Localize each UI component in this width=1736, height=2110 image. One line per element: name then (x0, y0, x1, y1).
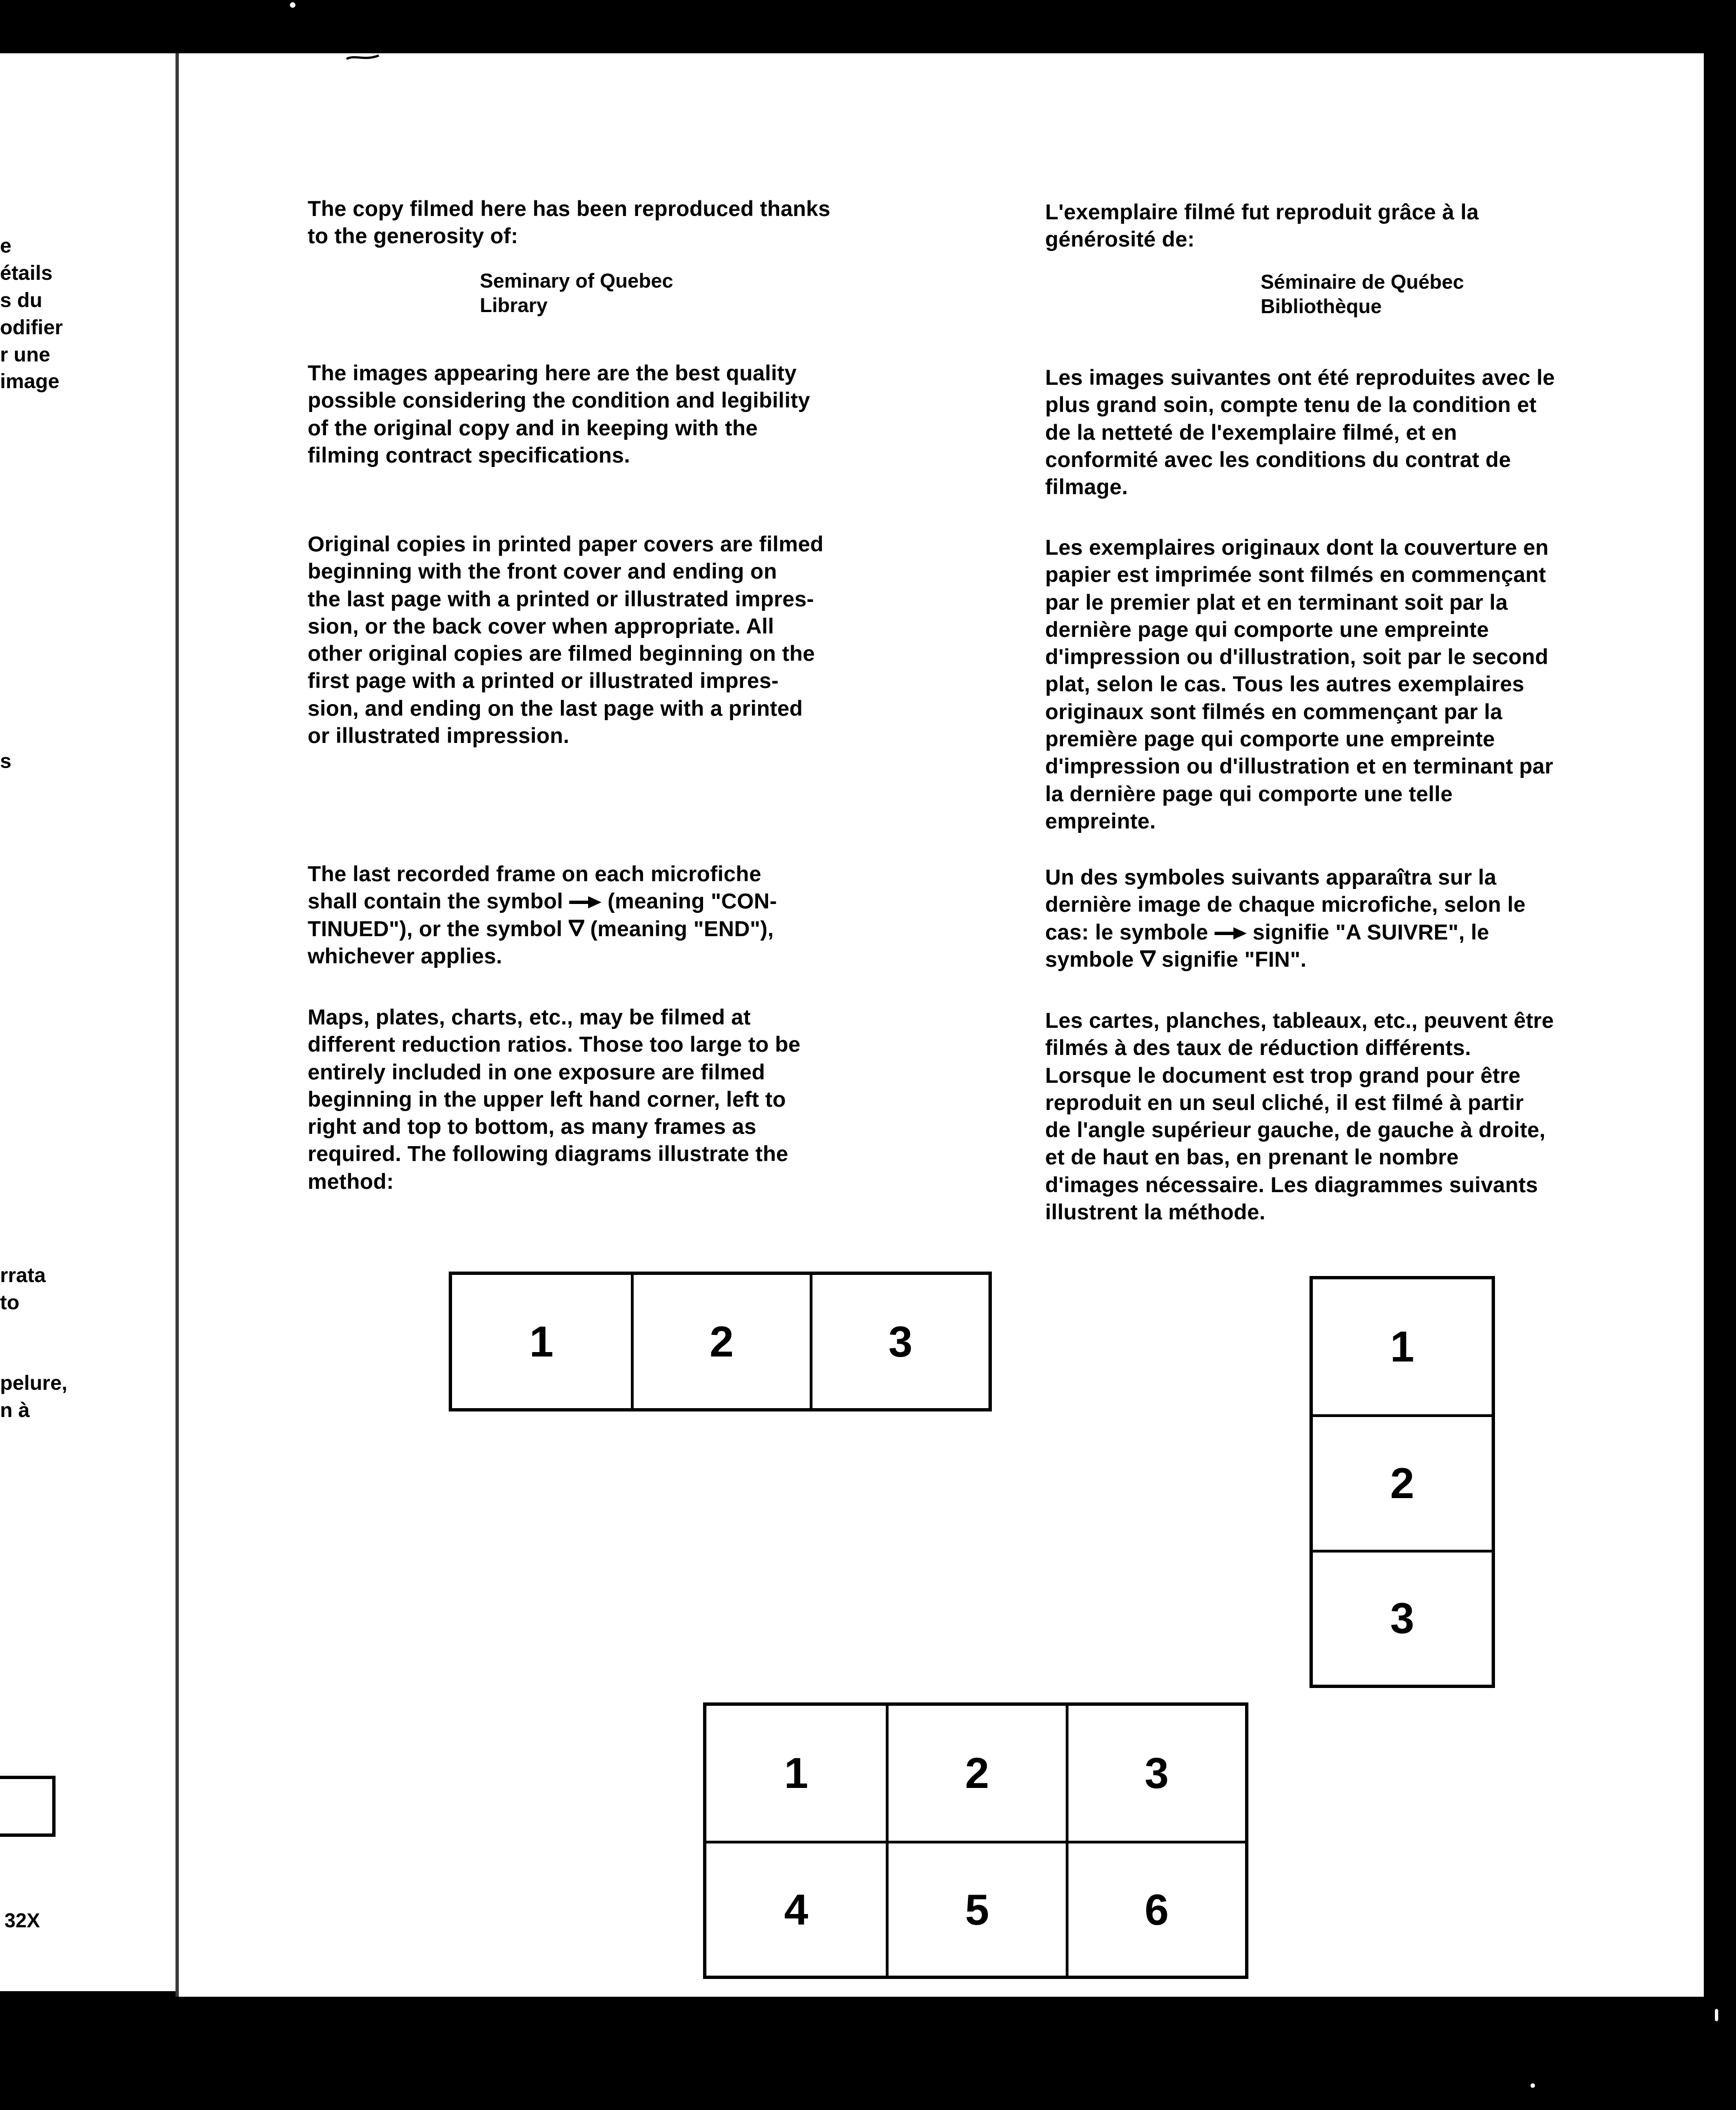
text-segment: shall contain the symbol (308, 890, 569, 914)
left-fragment-text: pelure, (0, 1371, 68, 1394)
text-line: plus grand soin, compte tenu de la condition et (1045, 393, 1537, 418)
text-segment: cas: le symbole (1045, 920, 1215, 945)
text-segment: signifie "A SUIVRE", le (1246, 920, 1489, 945)
left-fragment-text: r une (0, 343, 51, 366)
frame-number: 4 (706, 1841, 886, 1976)
text-line: d'images nécessaire. Les diagrammes suivants (1045, 1173, 1538, 1197)
english-library-name (480, 269, 673, 318)
left-fragment-text: image (0, 370, 59, 393)
text-line: dernière image de chaque microfiche, selon le (1045, 893, 1526, 917)
diagram-six-frames-grid (703, 1702, 1248, 1979)
scan-speck (1531, 2083, 1535, 2088)
text-line: reproduit en un seul cliché, il est filmé à partir (1045, 1091, 1524, 1115)
french-library-name (1261, 270, 1464, 319)
text-line: The last recorded frame on each microfiche (308, 862, 761, 886)
text-line: The images appearing here are the best quality (308, 361, 797, 385)
left-fragment-text: rrata (0, 1264, 46, 1287)
text-segment: symbole (1045, 947, 1140, 972)
text-line: of the original copy and in keeping with the (308, 416, 758, 440)
text-line: papier est imprimée sont filmés en commençant (1045, 563, 1546, 587)
english-maps-paragraph (308, 1004, 935, 1195)
text-line: dernière page qui comporte une empreinte (1045, 617, 1489, 642)
scan-speck (1715, 2009, 1718, 2021)
scan-speck (290, 2, 295, 8)
text-line: whichever applies. (308, 944, 503, 968)
frame-number: 2 (886, 1706, 1065, 1841)
frame-number: 1 (1390, 1322, 1414, 1371)
frame-number: 2 (1313, 1414, 1492, 1549)
text-line: Maps, plates, charts, etc., may be filmed at (308, 1006, 751, 1029)
frame-number: 3 (1066, 1706, 1245, 1841)
text-line: filming contract specifications. (308, 443, 630, 468)
text-line: la dernière page qui comporte une telle (1045, 782, 1453, 806)
frame-number: 5 (886, 1841, 1065, 1976)
text-line: de l'angle supérieur gauche, de gauche à droite, (1045, 1118, 1546, 1143)
arrow-right-icon (1215, 927, 1247, 940)
text-line: beginning with the front cover and ending on (308, 560, 777, 584)
text-line: originaux sont filmés en commençant par la (1045, 700, 1503, 724)
frame-number: 1 (784, 1749, 809, 1797)
left-fragment-text: n à (0, 1399, 30, 1421)
left-fragment-text: étails (0, 262, 53, 284)
left-fragment-text: s (0, 750, 12, 772)
triangle-down-icon (1140, 950, 1156, 967)
text-line: sion, or the back cover when appropriate. All (308, 614, 774, 639)
frame-number: 6 (1066, 1841, 1245, 1976)
arrow-right-icon (569, 896, 601, 908)
text-segment: (meaning "CON- (601, 890, 777, 914)
text-line: de la netteté de l'exemplaire filmé, et en (1045, 420, 1457, 445)
english-covers-paragraph (308, 531, 935, 750)
text-line: Un des symboles suivants apparaîtra sur la (1045, 866, 1497, 890)
reduction-ratio-label: 32X (4, 1909, 41, 1932)
frame-number: 2 (631, 1275, 810, 1408)
text-line: Original copies in printed paper covers are filmed (308, 532, 824, 556)
text-line: different reduction ratios. Those too large to be (308, 1033, 801, 1057)
text-line: The copy filmed here has been reproduced thanks (308, 197, 831, 221)
triangle-down-icon (569, 920, 584, 936)
diagram-three-frames-vertical (1309, 1276, 1495, 1688)
text-line: first page with a printed or illustrated impres- (308, 669, 779, 694)
left-fragment-text: e (0, 234, 12, 257)
text-line: required. The following diagrams illustrate the (308, 1142, 789, 1167)
english-quality-paragraph (308, 360, 935, 469)
text-line: L'exemplaire filmé fut reproduit grâce à la (1045, 200, 1479, 224)
text-line (308, 888, 935, 915)
library-line: Library (480, 294, 548, 316)
french-covers-paragraph (1045, 534, 1689, 835)
english-symbols-paragraph (308, 861, 935, 970)
text-line: illustrent la méthode. (1045, 1200, 1266, 1225)
text-line (1045, 919, 1689, 946)
text-segment: TINUED"), or the symbol (308, 917, 569, 941)
french-credit-intro (1045, 199, 1689, 254)
text-line: d'impression ou d'illustration et en terminant par (1045, 755, 1553, 779)
library-line: Séminaire de Québec (1261, 270, 1464, 293)
text-line: et de haut en bas, en prenant le nombre (1045, 1146, 1459, 1170)
text-line: d'impression ou d'illustration, soit par le second (1045, 645, 1549, 670)
text-line: to the generosity of: (308, 224, 519, 249)
text-line: plat, selon le cas. Tous les autres exemplaires (1045, 672, 1524, 697)
left-fragment-text: odifier (0, 316, 63, 339)
text-line: générosité de: (1045, 228, 1195, 252)
left-page-fragment (0, 53, 177, 1991)
text-line: possible considering the condition and legibility (308, 389, 810, 413)
french-quality-paragraph (1045, 364, 1689, 501)
text-line: filmage. (1045, 475, 1128, 500)
text-line: empreinte. (1045, 809, 1156, 833)
text-line: Les cartes, planches, tableaux, etc., peuvent être (1045, 1009, 1554, 1033)
library-line: Bibliothèque (1261, 295, 1382, 318)
frame-number: 3 (810, 1275, 989, 1408)
text-line: Les exemplaires originaux dont la couverture en (1045, 536, 1549, 560)
text-line (1045, 946, 1689, 973)
text-line: beginning in the upper left hand corner, left to (308, 1087, 786, 1112)
pen-mark-scribble (345, 51, 381, 63)
text-line: method: (308, 1169, 394, 1194)
text-line: Lorsque le document est trop grand pour être (1045, 1063, 1521, 1088)
english-credit-intro (308, 195, 935, 250)
text-line: Les images suivantes ont été reproduites avec le (1045, 366, 1555, 390)
text-line: conformité avec les conditions du contrat de (1045, 448, 1511, 472)
text-segment: (meaning "END"), (584, 917, 774, 941)
text-line: other original copies are filmed beginning on the (308, 642, 815, 666)
french-symbols-paragraph (1045, 864, 1689, 973)
text-line: right and top to bottom, as many frames as (308, 1115, 757, 1139)
left-fragment-text: s du (0, 289, 43, 312)
text-line: the last page with a printed or illustrated impres- (308, 587, 814, 611)
text-line: or illustrated impression. (308, 724, 570, 748)
text-line: première page qui comporte une empreinte (1045, 727, 1495, 752)
frame-number: 3 (1313, 1550, 1492, 1685)
text-line: sion, and ending on the last page with a printed (308, 696, 803, 721)
frame-number: 1 (529, 1317, 554, 1366)
diagram-three-frames-horizontal (449, 1272, 992, 1411)
text-segment: signifie "FIN". (1155, 947, 1307, 972)
text-line (308, 916, 935, 943)
text-line: par le premier plat et en terminant soit par la (1045, 590, 1508, 615)
text-line: entirely included in one exposure are filmed (308, 1060, 765, 1084)
text-line: filmés à des taux de réduction différents. (1045, 1036, 1471, 1061)
french-maps-paragraph (1045, 1007, 1689, 1226)
reduction-target-box (0, 1776, 56, 1837)
left-fragment-text: to (0, 1291, 19, 1314)
library-line: Seminary of Quebec (480, 269, 674, 292)
